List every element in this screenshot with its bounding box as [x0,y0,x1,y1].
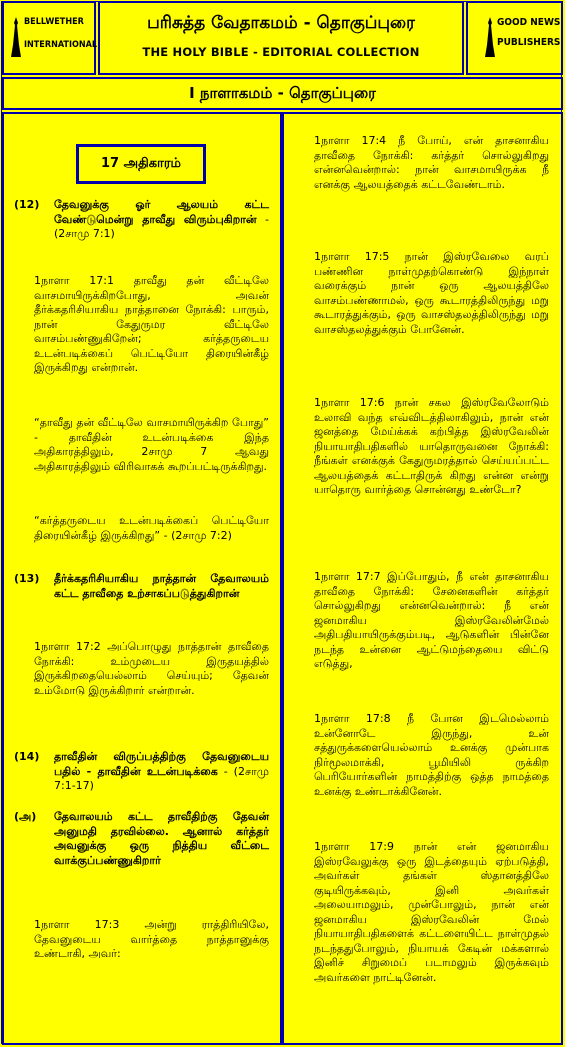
book-title: I நாளாகமம் - தொகுப்புரை [2,77,563,110]
chapter-heading: 17 அதிகாரம் [76,144,206,184]
section-heading: தேவாலயம் கட்ட தாவீதிற்கு தேவன் அனுமதி தரவில்லை. ஆனால் கர்த்தர் அவனுக்கு ஒரு நித்திய வீட்டை வாக்குப்பண்ணுகிறார் [54,810,269,867]
verse-17-3: 1நாளா 17:3 அன்று ராத்திரியிலே, தேவனுடைய வார்த்தை நாத்தானுக்கு உண்டாகி, அவர்: [34,918,269,960]
section-heading: தீர்க்கதரிசியாகிய நாத்தான் தேவாலயம் கட்ட தாவீதை உற்சாகப்படுத்துகிறான் [54,572,269,600]
verse-17-6: 1நாளா 17:6 நான் சகல இஸ்ரவேலோடும் உலாவி வந்த எவ்விடத்திலாகிலும், நான் என் ஜனத்தை மேய்க்கக் கற்பித்த இஸ்ரவேலின் நியாயாதிபதிகளில் யாதொருவனை நோக்கி: நீங்கள் எனக்குக் கேதுருமரத்தால் செய்யப்பட்ட ஆலயத்தைக் கட்டாதிருக் கிறது என்ன என்று யாதொரு வார்த்தை சொன்னது உண்டோ? [314,396,549,496]
header-title-tamil: பரிசுத்த வேதாகமம் - தொகுப்புரை [147,13,415,33]
section-number: (13) [14,572,40,585]
verse-17-1: 1நாளா 17:1 தாவீது தன் வீட்டிலே வாசமாயிருக்கிறபோது, அவன் தீர்க்கதரிசியாகிய நாத்தானை நோக்கி: பாரும், நான் கேதுருமர வீட்டிலே வாசம்பண்ணுகிறேன்; கர்த்தருடைய உடன்படிக்கைப் பெட்டியோ திரையின்கீழ் இருக்கிறது என்றான். [34,274,269,374]
verse-17-5: 1நாளா 17:5 நான் இஸ்ரவேலை வரப் பண்ணின நாள்முதற்கொண்டு இந்நாள் வரைக்கும் நான் ஒரு ஆலயத்திலே வாசம்பண்ணாமல், ஒரு கூடாரத்திலிருந்து மறு கூடாரத்துக்கும், ஒரு வாசஸ்தலத்திலிருந்து மறு வாசஸ்தலத்துக்கும் போனேன். [314,250,549,336]
commentary-quote-1: “தாவீது தன் வீட்டிலே வாசமாயிருக்கிற போது” - தாவீதின் உடன்படிக்கை இந்த அதிகாரத்திலும், 2சாமு 7 ஆவது அதிகாரத்திலும் விரிவாகக் கூறப்பட்டிருக்கிறது. [34,416,269,473]
verse-17-8: 1நாளா 17:8 நீ போன இடமெல்லாம் உன்னோடே இருந்து, உன் சத்துருக்களையெல்லாம் உனக்கு முன்பாக நிர்மூலமாக்கி, பூமியிலி ருக்கிற பெரியோர்களின் நாமத்திற்கு ஒத்த நாமத்தை உனக்கு உண்டாக்கினேன். [314,712,549,798]
header-title-box [98,1,464,75]
header-left-logo-box [2,1,96,75]
section-heading: தேவனுக்கு ஓர் ஆலயம் கட்ட வேண்டுமென்று தாவீது விரும்புகிறான் [54,198,269,226]
right-logo-line2: PUBLISHERS [497,37,561,48]
section-number: (14) [14,750,40,763]
commentary-quote-2: “கர்த்தருடைய உடன்படிக்கைப் பெட்டியோ திரையின்கீழ் இருக்கிறது” - (2சாமு 7:2) [34,514,269,542]
section-heading: தாவீதின் விருப்பத்திற்கு தேவனுடைய பதில் - தாவீதின் உடன்படிக்கை [54,750,269,778]
left-logo-line2: INTERNATIONAL [24,40,98,50]
right-column [282,112,563,1045]
left-logo-text [24,17,97,51]
section-number: (அ) [14,810,37,823]
right-logo-text [497,17,560,49]
lamp-icon [10,15,22,59]
right-logo-line1: GOOD NEWS [497,17,561,28]
section-number: (12) [14,198,40,211]
header-right-logo-box [466,1,563,75]
verse-17-7: 1நாளா 17:7 இப்போதும், நீ என் தாசனாகிய தாவீதை நோக்கி: சேனைகளின் கர்த்தர் சொல்லுகிறது என்னவென்றால்: நீ என் ஜனமாகிய இஸ்ரவேலின்மேல் அதிபதியாயிருக்கும்படி, ஆடுகளின் பின்னே நடந்த உன்னை ஆட்டுமந்தையை விட்டு எடுத்து, [314,570,549,670]
section-reference: - (2சாமு 7:1) [54,212,269,240]
left-logo-line1: BELLWETHER [24,17,84,27]
header-title-english: THE HOLY BIBLE - EDITORIAL COLLECTION [142,45,420,59]
section-13 [14,572,269,601]
section-reference: - (2சாமு 7:1-17) [54,764,269,792]
verse-17-4: 1நாளா 17:4 நீ போய், என் தாசனாகிய தாவீதை நோக்கி: கர்த்தர் சொல்லுகிறது என்னவென்றால்: நான் வாசமாயிருக்க நீ எனக்கு ஆலயத்தைக் கட்டவேண்டாம். [314,134,549,191]
section-12 [14,198,269,242]
verse-17-9: 1நாளா 17:9 நான் என் ஜனமாகிய இஸ்ரவேலுக்கு ஒரு இடத்தையும் ஏற்படுத்தி, அவர்கள் தங்கள் ஸ்தானத்திலே குடியிருக்கவும், இனி அவர்கள் அலையாமலும், முன்போலும், நான் என் ஜனமாகிய இஸ்ரவேலின் மேல் நியாயாதிபதிகளைக் கட்டளையிட்ட நாள்முதல் நடந்ததுபோலும், நியாயக் கேடின் மக்களால் இனிச் சிறுமைப் படாமலும் இருக்கவும் அவர்களை நாட்டினேன். [314,840,549,984]
section-14 [14,750,269,794]
left-column [2,112,282,1045]
lamp-icon [484,15,496,59]
section-a [14,810,269,868]
verse-17-2: 1நாளா 17:2 அப்பொழுது நாத்தான் தாவீதை நோக்கி: உம்முடைய இருதயத்தில் இருக்கிறதையெல்லாம் செய்யும்; தேவன் உம்மோடு இருக்கிறார் என்றான். [34,640,269,697]
